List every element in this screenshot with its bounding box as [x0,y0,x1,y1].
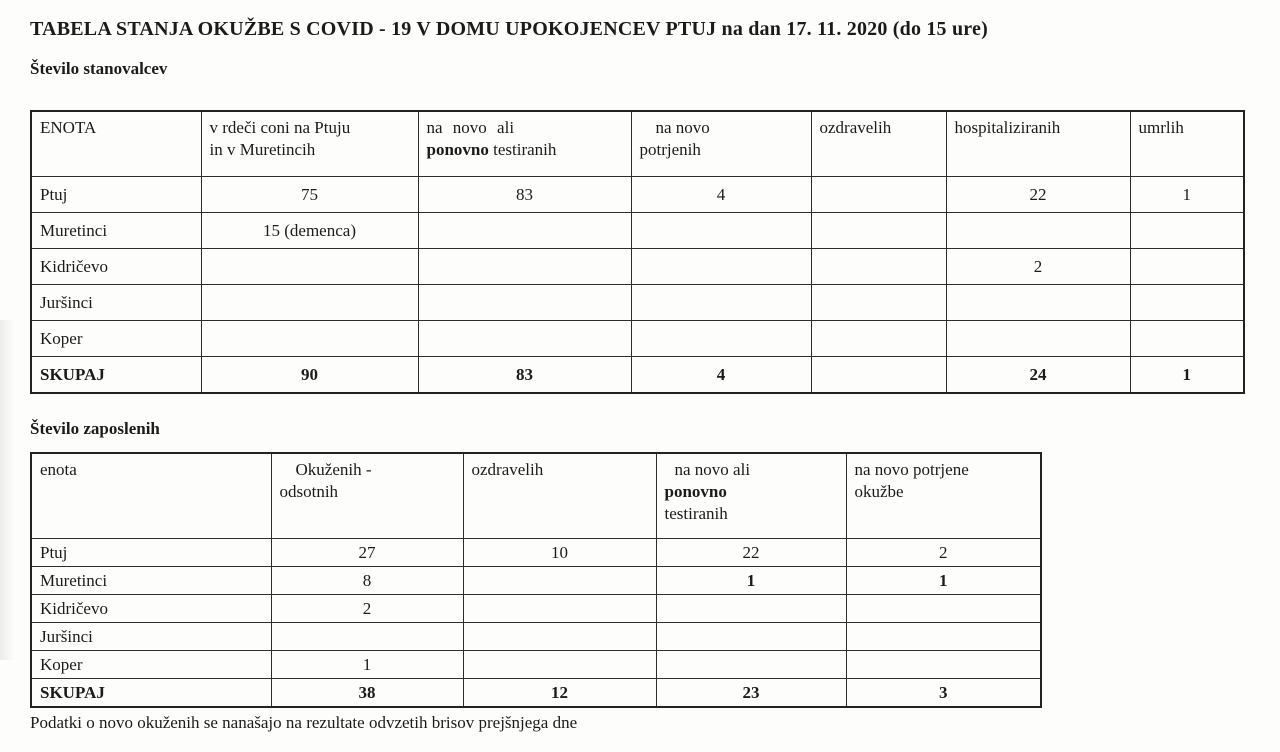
col-header-new-confirmed: na novo potrjene okužbe [846,453,1041,539]
cell-tested [418,285,631,321]
col-header-infected-absent: Okuženih - odsotnih [271,453,463,539]
cell-enota: SKUPAJ [31,357,201,394]
col-header-hospitalized: hospitaliziranih [946,111,1130,177]
table-row [31,595,1041,623]
cell-red-zone: 15 (demenca) [201,213,418,249]
cell-recovered: 12 [463,679,656,708]
col-header-enota: enota [31,453,271,539]
col-header-deceased: umrlih [1130,111,1244,177]
cell-red-zone [201,249,418,285]
table-row [31,321,1244,357]
cell-enota: Ptuj [31,539,271,567]
cell-enota: SKUPAJ [31,679,271,708]
table-row [31,177,1244,213]
cell-deceased: 1 [1130,177,1244,213]
residents-header-row [31,111,1244,177]
cell-red-zone: 75 [201,177,418,213]
cell-deceased [1130,321,1244,357]
cell-confirmed: 4 [631,177,811,213]
cell-enota: Juršinci [31,285,201,321]
col-header-recovered: ozdravelih [811,111,946,177]
col-header-enota: ENOTA [31,111,201,177]
cell-enota: Ptuj [31,177,201,213]
cell-tested [656,623,846,651]
footer-note: Podatki o novo okuženih se nanašajo na rezultate odvzetih brisov prejšnjega dne [30,713,578,732]
cell-recovered [811,357,946,394]
cell-hospitalized: 2 [946,249,1130,285]
residents-table [30,110,1245,394]
cell-hospitalized [946,213,1130,249]
cell-deceased [1130,249,1244,285]
col-header-recovered: ozdravelih [463,453,656,539]
cell-confirmed [846,623,1041,651]
cell-red-zone: 90 [201,357,418,394]
cell-confirmed [631,321,811,357]
cell-tested: 23 [656,679,846,708]
cell-infected: 8 [271,567,463,595]
cell-recovered [811,177,946,213]
cell-enota: Kidričevo [31,249,201,285]
cell-deceased [1130,285,1244,321]
cell-hospitalized: 22 [946,177,1130,213]
table-row [31,567,1041,595]
cell-confirmed [846,595,1041,623]
cell-confirmed: 1 [846,567,1041,595]
cell-tested [418,321,631,357]
cell-recovered [463,651,656,679]
col-header-tested: na novo ali ponovno testiranih [656,453,846,539]
cell-recovered [811,321,946,357]
cell-tested: 83 [418,177,631,213]
cell-confirmed [846,651,1041,679]
cell-recovered [811,213,946,249]
cell-confirmed: 3 [846,679,1041,708]
cell-recovered [463,595,656,623]
cell-confirmed: 2 [846,539,1041,567]
table-row [31,213,1244,249]
cell-confirmed: 4 [631,357,811,394]
employees-header-row [31,453,1041,539]
table-row-total [31,357,1244,394]
cell-infected [271,623,463,651]
col-header-confirmed: na novo potrjenih [631,111,811,177]
cell-hospitalized [946,285,1130,321]
cell-enota: Juršinci [31,623,271,651]
cell-red-zone [201,285,418,321]
cell-recovered [811,249,946,285]
cell-recovered [463,623,656,651]
table-row [31,539,1041,567]
cell-enota: Kidričevo [31,595,271,623]
cell-recovered [811,285,946,321]
cell-tested: 83 [418,357,631,394]
cell-confirmed [631,213,811,249]
cell-tested [418,249,631,285]
table-row [31,285,1244,321]
cell-hospitalized [946,321,1130,357]
cell-tested [418,213,631,249]
cell-confirmed [631,285,811,321]
col-header-red-zone: v rdeči coni na Ptuju in v Muretincih [201,111,418,177]
cell-tested: 22 [656,539,846,567]
cell-tested [656,651,846,679]
cell-confirmed [631,249,811,285]
cell-hospitalized: 24 [946,357,1130,394]
cell-recovered: 10 [463,539,656,567]
table-row-total [31,679,1041,708]
section-title-employees: Število zaposlenih [30,419,160,438]
cell-deceased: 1 [1130,357,1244,394]
table-row [31,651,1041,679]
cell-deceased [1130,213,1244,249]
cell-enota: Muretinci [31,567,271,595]
table-row [31,249,1244,285]
section-title-residents: Število stanovalcev [30,59,168,78]
cell-enota: Muretinci [31,213,201,249]
cell-enota: Koper [31,651,271,679]
col-header-tested: na novo ali ponovno testiranih [418,111,631,177]
cell-recovered [463,567,656,595]
document-title: TABELA STANJA OKUŽBE S COVID - 19 V DOMU UPOKOJENCEV PTUJ na dan 17. 11. 2020 (do 15 ure) [30,18,988,40]
cell-infected: 27 [271,539,463,567]
cell-infected: 1 [271,651,463,679]
cell-enota: Koper [31,321,201,357]
table-row [31,623,1041,651]
cell-infected: 38 [271,679,463,708]
cell-tested [656,595,846,623]
cell-infected: 2 [271,595,463,623]
cell-tested: 1 [656,567,846,595]
employees-table [30,452,1042,708]
cell-red-zone [201,321,418,357]
